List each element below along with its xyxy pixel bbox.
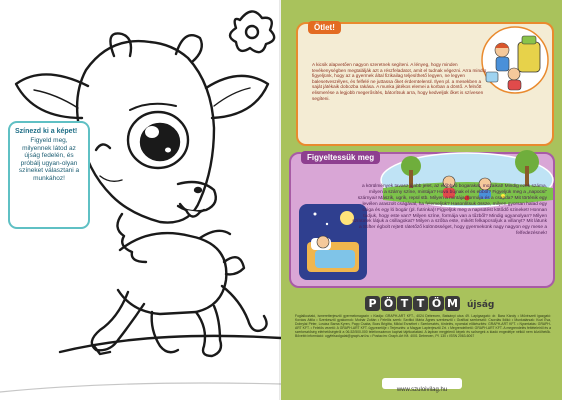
coloring-instruction-callout [8,121,90,229]
observe-box [289,152,555,288]
tip-box [296,22,554,146]
masthead-letter: P [365,296,380,311]
masthead-letter: T [413,296,428,311]
flower-icon [230,11,274,52]
masthead-letter: T [397,296,412,311]
website-url[interactable]: www.szuloivilag.hu [396,387,448,393]
callout-body: Figyeld meg, milyennek látod az újság fedelén, és próbálj ugyan-olyan színeket választani a munkához! [18,137,80,182]
masthead-subtitle: újság [467,300,495,310]
masthead-letter: Ö [381,296,396,311]
callout-title: Színezd ki a képet! [15,128,78,135]
observe-tab: Figyeltessük meg [301,151,380,164]
goat-front-leg [92,292,144,350]
website-link[interactable] [382,378,462,393]
tip-tab: Ötlet! [308,21,341,34]
goat-body [118,233,226,314]
tip-text: A kicsik alapvetően nagyon szeretnek segíteni. A lényeg, hogy minden tevékenységben megtalálják azt a részfeladatot, amit el tudnak végezni. Arra mindig figyeljünk, hogy az a gyermek által fizikailag teljesíthető legyen, ne legyen balesetveszélyes, és felfelé ne juttassa őket érdemtelenül. Ilyen pl. a mesekben a saját játékaik dobozba rakása. A munka játékos elemei a korban a döntő. A felnőtt elismerése a legjobb megerősítés, bátorítsuk arra, hogy kedveljük őket is szívesen segíteni. [312,62,487,101]
info-page [281,0,562,400]
observe-text: a körülmények tavasz újabb jelet, az előbbvó bogarakat, mozaikat! Mindig ezek száma, milyen a szárny színe, mintája? Hová bújnak el és ebből? Figyeljük meg a „napocsi” szárnyai! Mászik, ugrik, repül stb. Milyen a mintája, formája és a csapda? Mit történik egy levélen araszolt cságával, ha felemeljük? Hasonlítsuk össze, milyen gyorsan halad egy csiga és egy ló bogár (pl. futrinka)! Figyeljük meg a napsütést kötődő szineket! Honnan tudjuk, hogy este van? Milyen színe, formája van a tűzből? Mindig ugyanolyan? Milyen színünek látjuk a csillagokat? Milyen a szőba este, mikétt felkapcsoljuk a villanyt? Mit látunk a Stifter égbolt rejtett rátetőző különösséget, hogy gyermekünk nagy nagyon egy mese a felfedezésnek! [352,184,547,237]
goat-hind-leg [196,306,221,356]
imprint-text: Foglalkoztató, ismeretterjesztő gyermekmagazin • Kiadja: GRAPH-ART KFT., 4024 Debrecen, Batsányi utca 49. Lapigazgató: dr. Bara Károly • Művészeti igazgató: Kovács Attila • Szerkesztő gyakornok: Molnár Zoltán • Felelős szerk: Szvitkó Mária Ágnes szerkesztő • Grafikai szerkesztő: Csordás Ildikó • Munkatársak: Kozi Éva, Dobrylai Péter, Lovász Barna Kyren, Papp Csaba, Bozs Brigitta, Miklai Erzsébet • Szerkesztés, tördelés, nyomdai előkészítés: GRAPH-ART KFT. • Nyomtatás: GRAPH-ART KFT. • Felelős vezető: A GRAPH-ART KFT. ügyvezetője • Terjesztés: a Magyar Lapterjesztő Zrt. • Megrendelhető: GRAPH-ART KFT. A megrendelés feltételeiről és a szerkesztőség elérhetőségéről a 06-52/500-000 telefonszámon kaphat tájékoztatást. A lapban megjelenő képek és szövegek a kiadó engedélye nélkül nem közölhetők. Bővebb információ: ugyfelszolgalat@graph-art.hu • Postacím: Graph-Art Kft. 4001 Debrecen, Pf. 130 • ISSN 2063-6067 [295,314,551,339]
goat-right-ear [206,76,268,118]
masthead-letter: M [445,296,460,311]
masthead-letter: Ö [429,296,444,311]
magazine-masthead [365,291,494,311]
